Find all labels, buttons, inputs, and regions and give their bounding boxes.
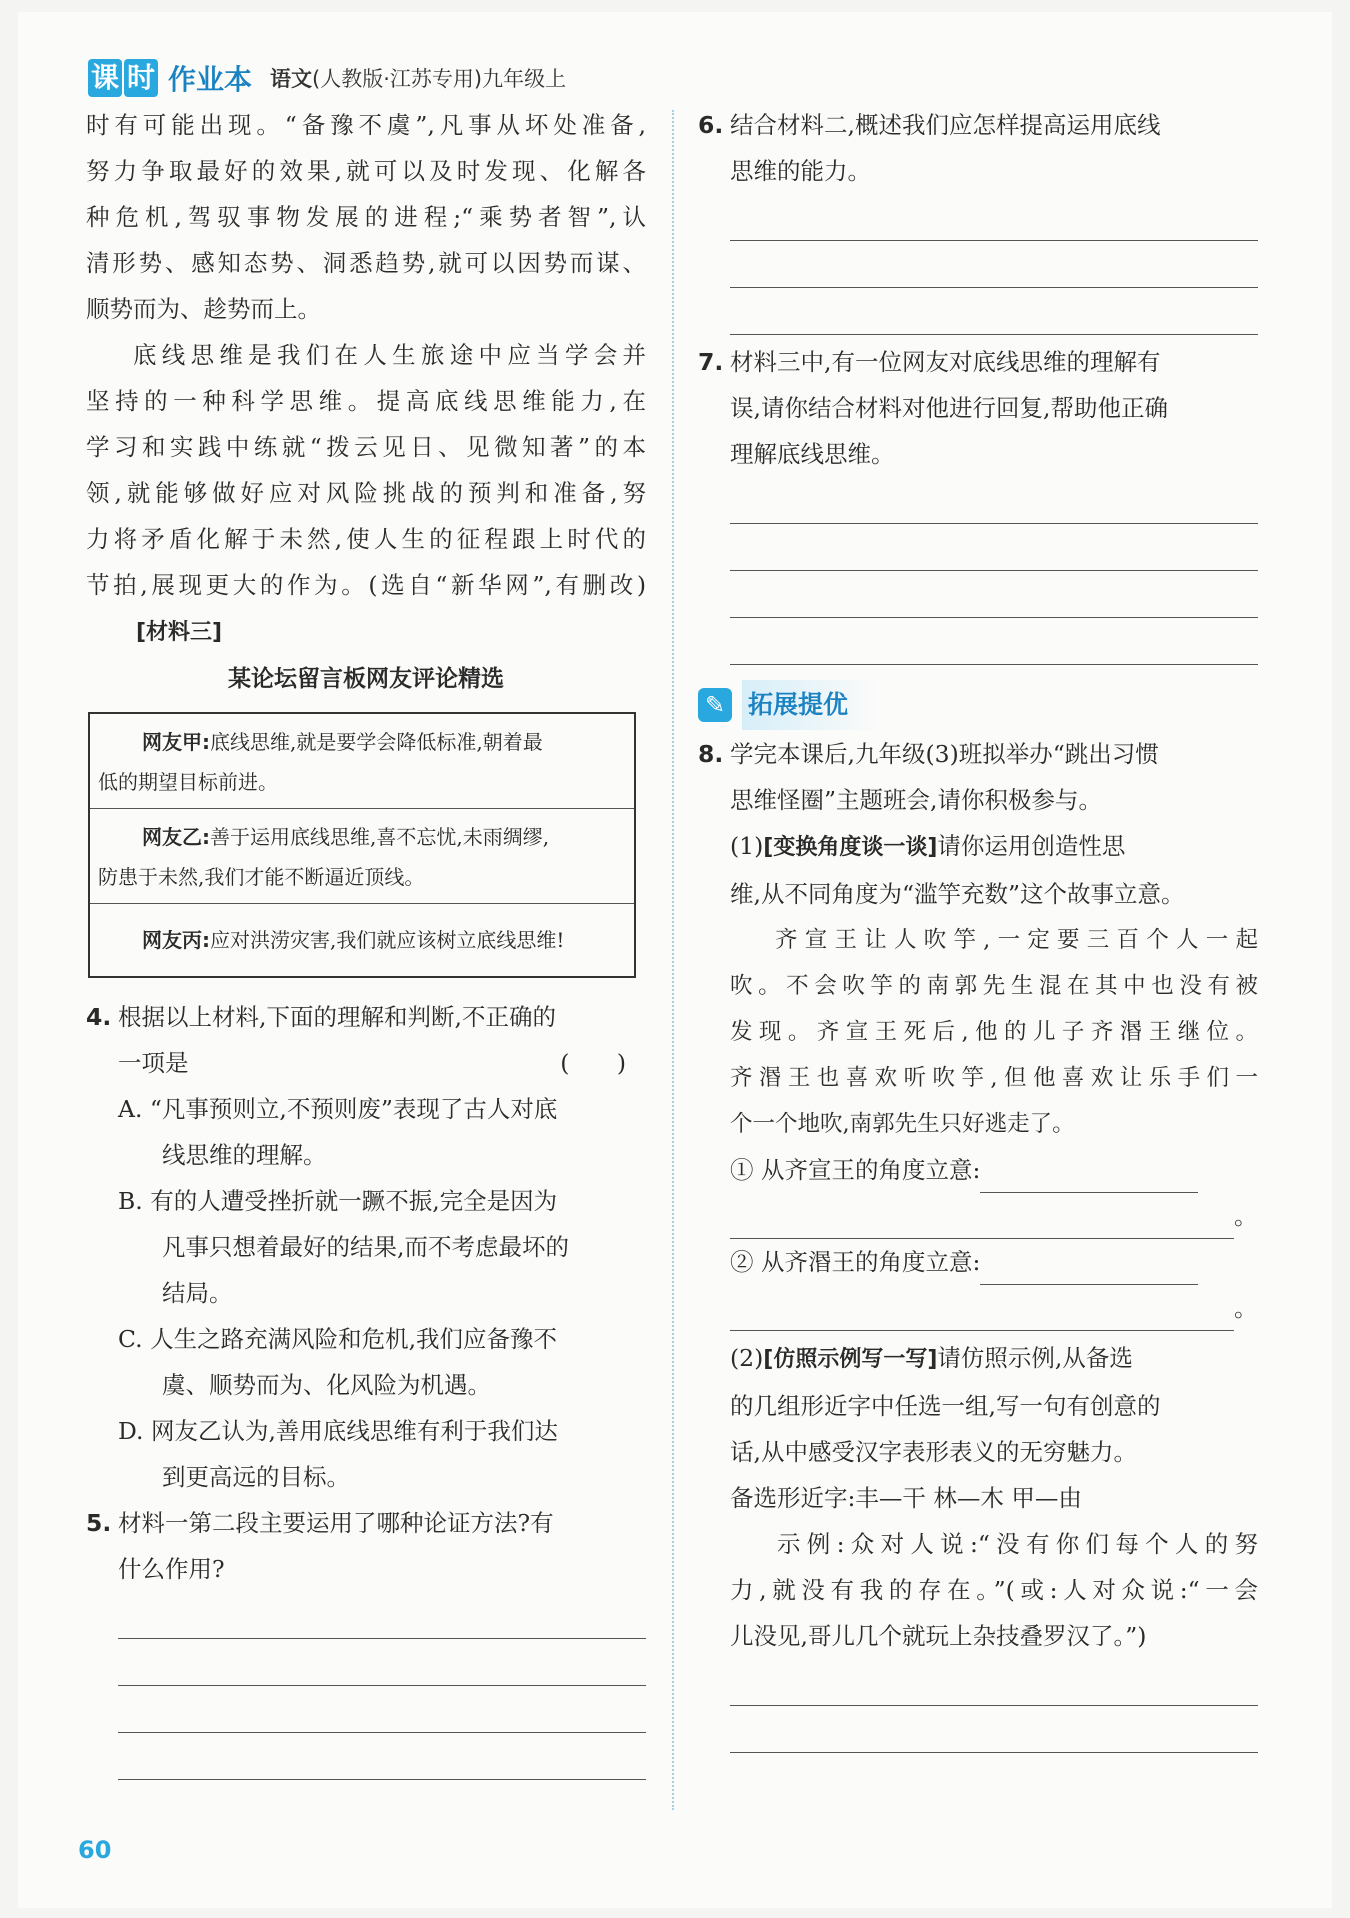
- passage-paragraph-1: [86, 102, 646, 332]
- text-line: 顺势而为、趁势而上。: [86, 295, 321, 323]
- option-d[interactable]: D. 网友乙认为,善用底线思维有利于我们达 到更高远的目标。: [118, 1417, 558, 1491]
- text-line: 吹。不会吹竽的南郭先生混在其中也没有被: [730, 973, 1258, 999]
- question-4: [86, 994, 646, 1500]
- answer-line[interactable]: [730, 288, 1258, 335]
- answer-parentheses[interactable]: ( ): [560, 1049, 646, 1077]
- logo: [88, 59, 160, 97]
- comment-text: 善于运用底线思维,喜不忘忧,未雨绸缪,: [210, 825, 550, 849]
- question-text: 话,从中感受汉字表形表义的无穷魅力。: [730, 1438, 1137, 1466]
- answer-line[interactable]: [118, 1592, 646, 1639]
- question-number: 6.: [698, 111, 724, 139]
- answer-blank[interactable]: [980, 1152, 1198, 1193]
- story-passage: [698, 917, 1258, 1147]
- column-divider: [672, 110, 674, 1810]
- option-a[interactable]: A. “凡事预则立,不预则废”表现了古人对底 线思维的理解。: [118, 1095, 558, 1169]
- logo-text: 作业本: [168, 63, 253, 96]
- section-header: [698, 679, 1258, 731]
- comment-text: 防患于未然,我们才能不断逼近顶线。: [98, 865, 425, 889]
- example: [698, 1521, 1258, 1659]
- question-text: 思维怪圈”主题班会,请你积极参与。: [730, 786, 1102, 814]
- question-text: 根据以上材料,下面的理解和判断,不正确的: [118, 1003, 556, 1031]
- text-line: 领,就能够做好应对风险挑战的预判和准备,努: [86, 479, 646, 507]
- answer-line[interactable]: [730, 477, 1258, 524]
- task-tag: [仿照示例写一写]: [763, 1347, 938, 1372]
- subquestion-number: (1): [730, 832, 764, 860]
- answer-line[interactable]: [730, 524, 1258, 571]
- text-line: 力,就没有我的存在。”(或:人对众说:“一会: [730, 1576, 1258, 1604]
- commenter-name: 网友乙:: [142, 825, 210, 849]
- comment-row: [89, 904, 635, 978]
- answer-blank[interactable]: [980, 1244, 1198, 1285]
- text-line: 示例:众对人说:“没有你们每个人的努: [777, 1530, 1258, 1558]
- task-tag: [变换角度谈一谈]: [763, 835, 938, 860]
- answer-line[interactable]: [730, 241, 1258, 288]
- question-text: 思维的能力。: [730, 157, 871, 185]
- answer-line[interactable]: [730, 194, 1258, 241]
- page-number: 60: [78, 1836, 112, 1864]
- text-line: 节拍,展现更大的作为。(选自“新华网”,有删改): [86, 571, 646, 599]
- question-text: 误,请你结合材料对他进行回复,帮助他正确: [730, 394, 1168, 422]
- text-line: 力将矛盾化解于未然,使人生的征程跟上时代的: [86, 525, 646, 553]
- comment-text: 底线思维,就是要学会降低标准,朝着最: [210, 730, 543, 754]
- question-text: 理解底线思维。: [730, 440, 895, 468]
- pencil-icon: ✎: [698, 688, 732, 722]
- question-text: 请你运用创造性思: [937, 832, 1126, 860]
- logo-char: 课: [88, 59, 122, 97]
- text-line: 学习和实践中练就“拨云见日、见微知著”的本: [86, 433, 646, 461]
- question-8: 8. 学完本课后,九年级(3)班拟举办“跳出习惯 思维怪圈”主题班会,请你积极参与。 (1)[变换角度谈一谈]请你运用创造性思 维,从不同角度为“滥竽充数”这个故事立意。 齐宣王让人吹竽,一定要三百个人一起 吹。不会吹竽的南郭先生混在其中也没有被 发现。齐宣王死后,他的儿子齐湣王继位。 齐湣王也喜欢听吹竽,但他喜欢让乐手们一 个一个地吹,南郭先生只好逃走了。 ① 从齐宣王的角度立意: 。 ② 从齐湣王的角度立意: 。 (2)[仿照示例写一写]请仿照示例,从备选 的几组形近字中任选一组,写一句有创意的 话,从中感受汉字表形表义的无穷魅力。 备选形近字:丰—干 林—木 甲—由 示例:众对人说:“没有你们每个人的努 力,就没有我的存在。”(或:人对众说:“一会 儿没见,哥儿几个就玩上杂技叠罗汉了。”): [698, 731, 1258, 1753]
- question-number: 7.: [698, 348, 724, 376]
- question-text: 维,从不同角度为“滥竽充数”这个故事立意。: [730, 880, 1185, 908]
- comment-text: 应对洪涝灾害,我们就应该树立底线思维!: [210, 928, 565, 952]
- answer-line[interactable]: [730, 1659, 1258, 1706]
- text-line: 清形势、感知态势、洞悉趋势,就可以因势而谋、: [86, 249, 646, 277]
- material3-tag: [材料三]: [136, 620, 223, 645]
- question-number: 8.: [698, 740, 724, 768]
- answer-line[interactable]: [730, 1706, 1258, 1753]
- logo-char: 时: [124, 59, 158, 97]
- question-text: 什么作用?: [118, 1555, 225, 1583]
- angle-prompt: ② 从齐湣王的角度立意:: [730, 1248, 981, 1276]
- subject-label: 语文(人教版·江苏专用)九年级上: [270, 67, 567, 91]
- text-line: 齐湣王也喜欢听吹竽,但他喜欢让乐手们一: [730, 1065, 1258, 1091]
- text-line: 种危机,驾驭事物发展的进程;“乘势者智”,认: [86, 203, 646, 231]
- question-text: 材料一第二段主要运用了哪种论证方法?有: [118, 1509, 554, 1537]
- header: [88, 56, 566, 100]
- question-text: 一项是: [118, 1049, 189, 1077]
- section-title: 拓展提优: [742, 680, 878, 730]
- material3-title: 某论坛留言板网友评论精选: [228, 666, 504, 692]
- text-line: 时有可能出现。“备豫不虞”,凡事从坏处准备,: [86, 111, 646, 139]
- question-text: 请仿照示例,从备选: [937, 1344, 1133, 1372]
- right-column: [698, 102, 1258, 1753]
- question-text: 学完本课后,九年级(3)班拟举办“跳出习惯: [730, 740, 1159, 768]
- answer-blank[interactable]: [730, 1290, 1234, 1331]
- answer-line[interactable]: [730, 618, 1258, 665]
- left-column: [86, 102, 646, 1780]
- text-line: 坚持的一种科学思维。提高底线思维能力,在: [86, 387, 646, 415]
- answer-line[interactable]: [730, 571, 1258, 618]
- question-number: 4.: [86, 1003, 112, 1031]
- comment-row: [89, 713, 635, 809]
- question-text: 结合材料二,概述我们应怎样提高运用底线: [730, 111, 1161, 139]
- answer-blank[interactable]: [730, 1198, 1234, 1239]
- answer-line[interactable]: [118, 1639, 646, 1686]
- commenter-name: 网友甲:: [142, 730, 210, 754]
- question-text: 材料三中,有一位网友对底线思维的理解有: [730, 348, 1161, 376]
- text-line: 个一个地吹,南郭先生只好逃走了。: [730, 1111, 1075, 1137]
- answer-line[interactable]: [118, 1686, 646, 1733]
- text-line: 儿没见,哥儿几个就玩上杂技叠罗汉了。”): [730, 1622, 1147, 1650]
- comment-box: [88, 712, 636, 978]
- text-line: 底线思维是我们在人生旅途中应当学会并: [133, 341, 646, 369]
- question-6: [698, 102, 1258, 335]
- text-line: 发现。齐宣王死后,他的儿子齐湣王继位。: [730, 1019, 1258, 1045]
- option-b[interactable]: B. 有的人遭受挫折就一蹶不振,完全是因为 凡事只想着最好的结果,而不考虑最坏的 结局。: [118, 1187, 569, 1307]
- question-7: [698, 339, 1258, 665]
- question-number: 5.: [86, 1509, 112, 1537]
- text-line: 努力争取最好的效果,就可以及时发现、化解各: [86, 157, 646, 185]
- question-5: [86, 1500, 646, 1780]
- commenter-name: 网友丙:: [142, 928, 210, 952]
- candidate-characters: 备选形近字:丰—干 林—木 甲—由: [730, 1484, 1082, 1512]
- subquestion-number: (2): [730, 1344, 764, 1372]
- comment-text: 低的期望目标前进。: [98, 770, 278, 794]
- comment-row: [89, 809, 635, 904]
- text-line: 齐宣王让人吹竽,一定要三百个人一起: [775, 927, 1258, 953]
- answer-line[interactable]: [118, 1733, 646, 1780]
- question-text: 的几组形近字中任选一组,写一句有创意的: [730, 1392, 1161, 1420]
- option-c[interactable]: C. 人生之路充满风险和危机,我们应备豫不 虞、顺势而为、化风险为机遇。: [118, 1325, 558, 1399]
- angle-prompt: ① 从齐宣王的角度立意:: [730, 1156, 981, 1184]
- passage-paragraph-2: [86, 332, 646, 608]
